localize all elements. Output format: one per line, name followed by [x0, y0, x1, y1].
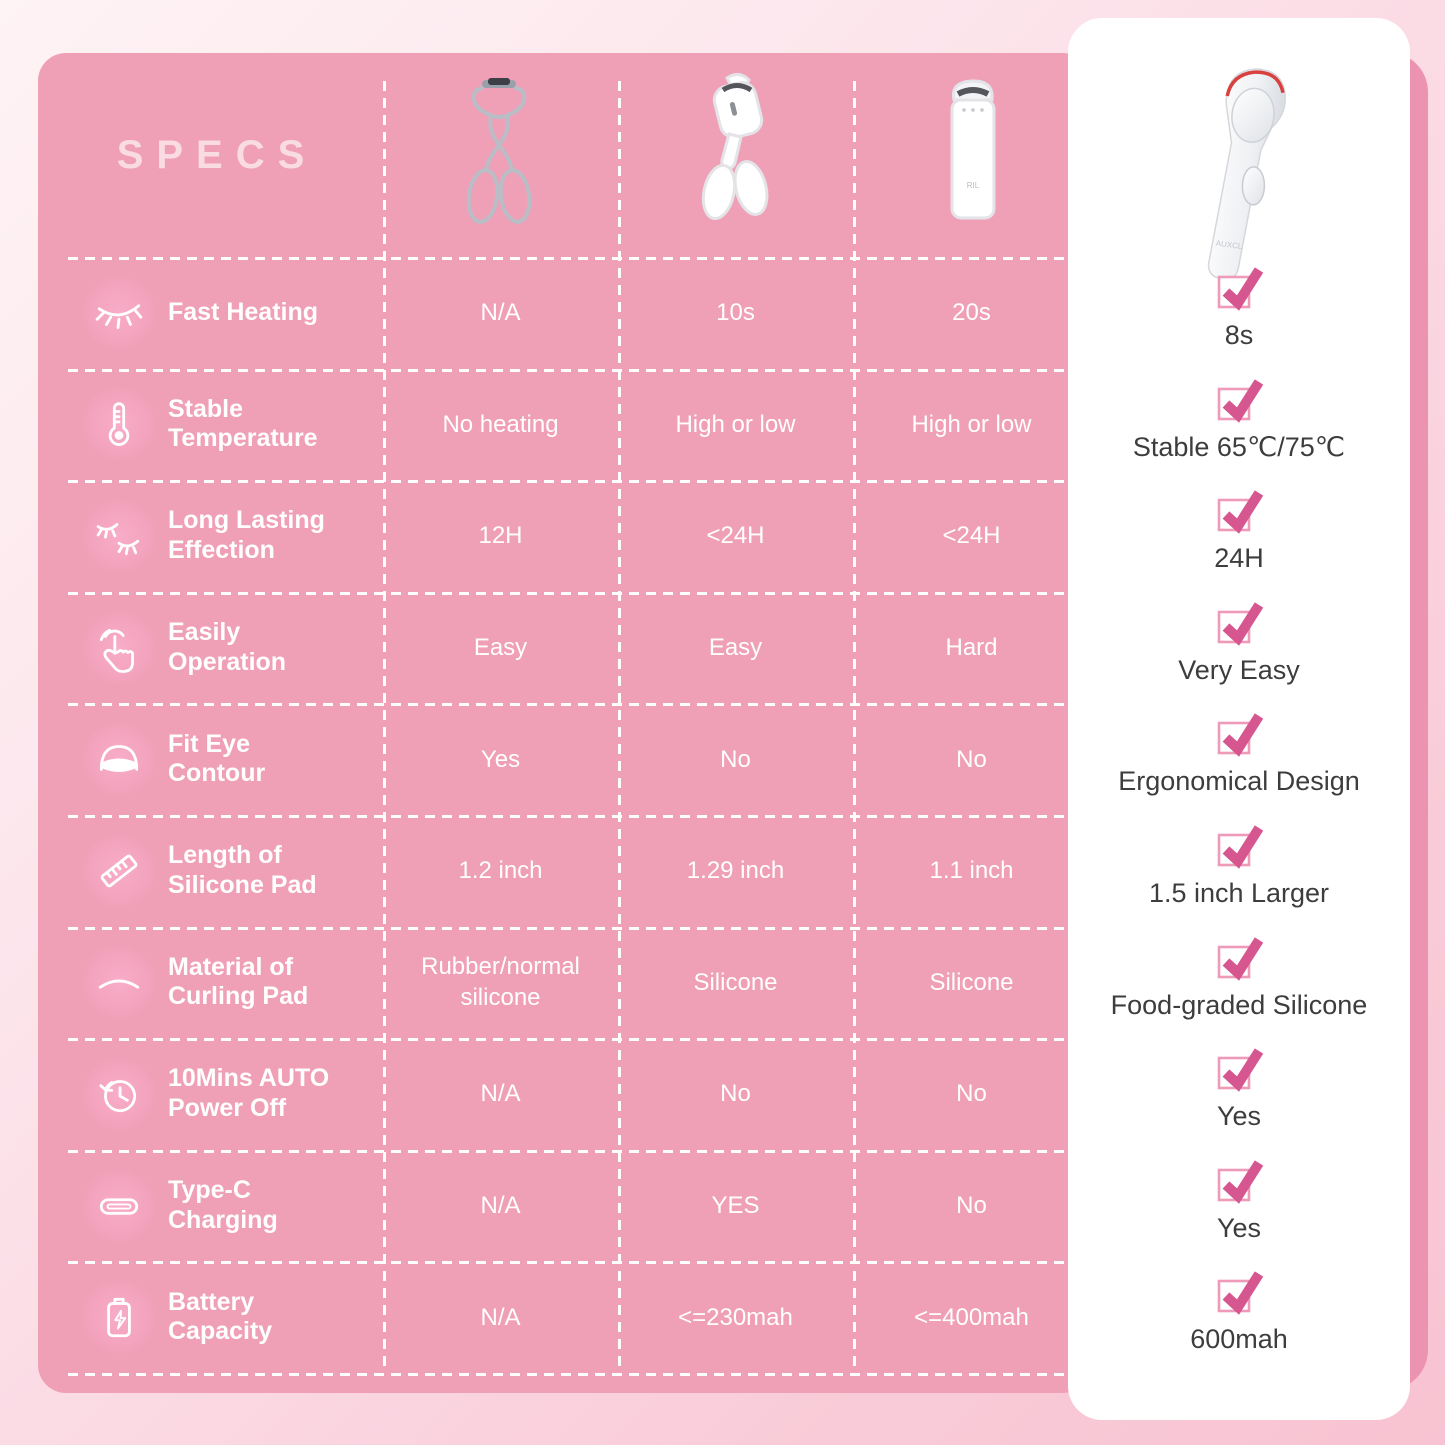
feature-value: Ergonomical Design [1118, 766, 1360, 796]
table-cell [853, 815, 1090, 927]
table-cell [383, 369, 618, 481]
touch-finger-icon [86, 615, 152, 681]
ruler-icon [86, 838, 152, 904]
feature-item [1068, 819, 1410, 909]
cell-value: N/A [480, 1191, 521, 1219]
cell-value: 20s [952, 299, 991, 327]
table-cell [853, 369, 1090, 481]
table-cell [853, 480, 1090, 592]
v-grid-line [618, 81, 621, 1373]
cell-value: Easy [708, 633, 763, 661]
cell-value: N/A [480, 299, 521, 327]
auto-off-timer-icon [86, 1061, 152, 1127]
table-cell [383, 815, 618, 927]
row-label: Length of Silicone Pad [168, 841, 317, 899]
cell-value: High or low [675, 410, 796, 438]
checkmark-icon [1213, 1042, 1265, 1094]
cell-value: No [956, 1191, 987, 1219]
feature-value: Yes [1216, 1101, 1262, 1131]
checkmark-icon [1213, 1265, 1265, 1317]
checkmark-icon [1213, 261, 1265, 313]
page-title: SPECS [116, 132, 318, 177]
table-cell [618, 815, 853, 927]
checkmark-icon [1213, 819, 1265, 871]
cell-value: 1.2 inch [458, 857, 543, 885]
product-column-header-1 [383, 53, 618, 257]
cell-value: N/A [480, 1080, 521, 1108]
row-label-cell [38, 815, 383, 927]
cell-value: No [720, 745, 751, 773]
slide-button [1242, 167, 1265, 205]
row-label: 10Mins AUTO Power Off [168, 1064, 330, 1122]
feature-value: 8s [1224, 320, 1254, 350]
h-grid-line [68, 1150, 1068, 1153]
cell-value: No [956, 1080, 987, 1108]
row-label: Material of Curling Pad [168, 952, 309, 1011]
cell-value: Easy [473, 633, 528, 661]
checkmark-icon [1213, 484, 1265, 536]
checkmark-icon [1213, 596, 1265, 648]
product-column-header-2 [618, 53, 853, 257]
cell-value: <24H [706, 522, 765, 550]
table-cell [853, 257, 1090, 369]
table-cell [618, 592, 853, 704]
curling-pad-icon [86, 949, 152, 1015]
feature-value: 24H [1214, 543, 1264, 573]
curler-pad [488, 78, 510, 85]
table-cell [383, 1038, 618, 1150]
table-title-cell [38, 53, 383, 257]
table-cell [383, 592, 618, 704]
eye-contour-pad-icon [86, 726, 152, 792]
row-label: Type-C Charging [168, 1176, 278, 1234]
table-cell [853, 592, 1090, 704]
h-grid-line [68, 703, 1068, 706]
h-grid-line [68, 1373, 1068, 1376]
table-cell [853, 1038, 1090, 1150]
table-cell [618, 369, 853, 481]
table-cell [618, 703, 853, 815]
table-cell [618, 927, 853, 1039]
product-column-header-3 [853, 53, 1090, 257]
table-cell [853, 927, 1090, 1039]
h-grid-line [68, 592, 1068, 595]
row-label: Stable Temperature [168, 394, 318, 453]
row-label-cell [38, 1150, 383, 1262]
feature-item [1068, 1042, 1410, 1132]
checkmark-icon [1213, 707, 1265, 759]
cell-value: Silicone [929, 968, 1014, 996]
cell-value: Yes [480, 745, 521, 773]
battery-icon [86, 1284, 152, 1350]
cell-value: <24H [942, 522, 1001, 550]
row-label-cell [38, 592, 383, 704]
feature-value: 600mah [1190, 1324, 1288, 1354]
feature-value: 1.5 inch Larger [1148, 878, 1330, 908]
checkmark-icon [1213, 1154, 1265, 1206]
feature-item [1068, 373, 1410, 463]
featured-curler-image [1154, 52, 1324, 287]
h-grid-line [68, 369, 1068, 372]
row-label-cell [38, 703, 383, 815]
table-cell [383, 1261, 618, 1373]
row-label: Easily Operation [168, 618, 287, 676]
thermometer-icon [86, 391, 152, 457]
feature-item [1068, 931, 1410, 1021]
cell-value: 10s [716, 299, 755, 327]
row-label-cell [38, 480, 383, 592]
heated-curler-handle-image [671, 70, 801, 240]
h-grid-line [68, 815, 1068, 818]
cell-value: <=400mah [914, 1303, 1029, 1331]
h-grid-line [68, 1261, 1068, 1264]
cell-value: YES [711, 1191, 760, 1219]
table-cell [618, 1038, 853, 1150]
checkmark-icon [1213, 373, 1265, 425]
row-label: Long Lasting Effection [168, 506, 325, 564]
closed-eye-lashes-icon [86, 280, 152, 346]
cell-value: Rubber/normal silicone [421, 953, 580, 1012]
row-label: Battery Capacity [168, 1287, 273, 1346]
feature-value: Very Easy [1178, 655, 1300, 685]
cell-value: 1.1 inch [929, 857, 1014, 885]
feature-item [1068, 1265, 1410, 1355]
row-label: Fast Heating [168, 298, 319, 327]
cell-value: Silicone [693, 968, 778, 996]
row-label-cell [38, 257, 383, 369]
cell-value: Hard [945, 633, 998, 661]
cell-value: No heating [442, 410, 559, 438]
feature-item [1068, 707, 1410, 797]
checkmark-icon [1213, 931, 1265, 983]
cell-value: High or low [911, 410, 1032, 438]
cell-value: N/A [480, 1303, 521, 1331]
feature-value: Food-graded Silicone [1110, 990, 1368, 1020]
row-label-cell [38, 369, 383, 481]
v-grid-line [383, 81, 386, 1373]
row-label-cell [38, 1038, 383, 1150]
v-grid-line [853, 81, 856, 1373]
table-cell [383, 703, 618, 815]
feature-item [1068, 596, 1410, 686]
brand-mark: RIL [966, 181, 979, 190]
brand-mark: AUXCL [1215, 238, 1243, 251]
type-c-plug-icon [86, 1173, 152, 1239]
feature-value: Stable 65℃/75℃ [1132, 432, 1346, 462]
table-cell [853, 1150, 1090, 1262]
h-grid-line [68, 257, 1068, 260]
table-cell [383, 927, 618, 1039]
cell-value: No [720, 1080, 751, 1108]
feature-value: Yes [1216, 1213, 1262, 1243]
cell-value: <=230mah [678, 1303, 793, 1331]
spec-comparison-table [38, 53, 1090, 1393]
table-cell [618, 1261, 853, 1373]
cell-value: 12H [478, 522, 523, 550]
h-grid-line [68, 480, 1068, 483]
cell-value: 1.29 inch [686, 857, 785, 885]
table-cell [618, 480, 853, 592]
table-cell [383, 480, 618, 592]
table-cell [383, 257, 618, 369]
feature-item [1068, 261, 1410, 351]
table-grid [38, 53, 1090, 1393]
row-label-cell [38, 927, 383, 1039]
table-cell [853, 1261, 1090, 1373]
cell-value: No [956, 745, 987, 773]
row-label: Fit Eye Contour [168, 729, 266, 788]
compact-curler-image [912, 70, 1032, 240]
h-grid-line [68, 1038, 1068, 1041]
manual-eyelash-curler-image [436, 70, 566, 240]
table-cell [618, 1150, 853, 1262]
table-cell [618, 257, 853, 369]
featured-product-panel [1068, 18, 1410, 1420]
feature-item [1068, 1154, 1410, 1244]
table-cell [383, 1150, 618, 1262]
table-cell [853, 703, 1090, 815]
row-label-cell [38, 1261, 383, 1373]
double-lashes-icon [86, 503, 152, 569]
h-grid-line [68, 927, 1068, 930]
feature-item [1068, 484, 1410, 574]
